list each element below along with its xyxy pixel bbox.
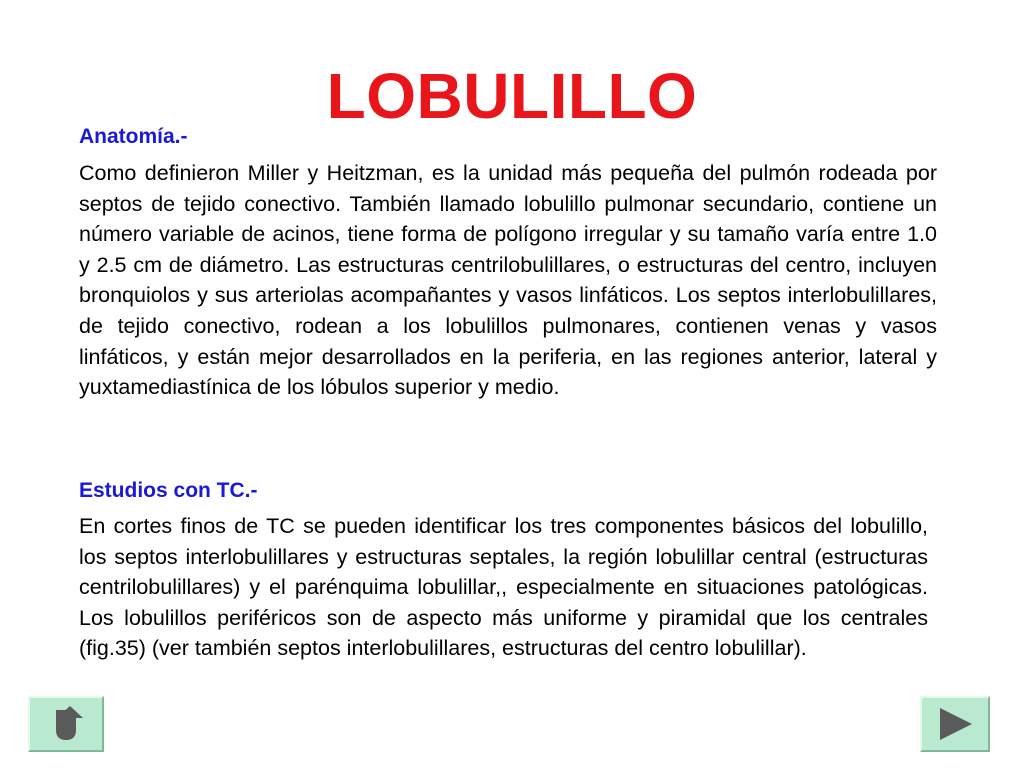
play-next-icon xyxy=(922,698,988,750)
back-button[interactable] xyxy=(28,696,104,752)
section-heading-anatomia: Anatomía.- xyxy=(79,125,188,148)
u-turn-return-icon xyxy=(30,698,102,750)
slide-title: LOBULILLO xyxy=(326,60,698,132)
section-heading-tc: Estudios con TC.- xyxy=(79,479,258,502)
paragraph-tc: En cortes finos de TC se pueden identificar los tres componentes básicos del lobulillo, los septos interlobulillares y estructuras septales, la región lobulillar central (estructuras centrilobulillares) y el parénquima lobulillar,, especialmente en situaciones patológicas. Los lobulillos periféricos son de aspecto más uniforme y piramidal que los centrales (fig.35) (ver también septos interlobulillares, estructuras del centro lobulillar). xyxy=(79,514,928,661)
next-button[interactable] xyxy=(920,696,990,752)
paragraph-anatomia: Como definieron Miller y Heitzman, es la unidad más pequeña del pulmón rodeada por septos de tejido conectivo. También llamado lobulillo pulmonar secundario, contiene un número variable de acinos, tiene forma de polígono irregular y su tamaño varía entre 1.0 y 2.5 cm de diámetro. Las estructuras centrilobulillares, o estructuras del centro, incluyen bronquiolos y sus arteriolas acompañantes y vasos linfáticos. Los septos interlobulillares, de tejido conectivo, rodean a los lobulillos pulmonares, contienen venas y vasos linfáticos, y están mejor desarrollados en la periferia, en las regiones anterior, lateral y yuxtamediastínica de los lóbulos superior y medio. xyxy=(79,161,937,400)
